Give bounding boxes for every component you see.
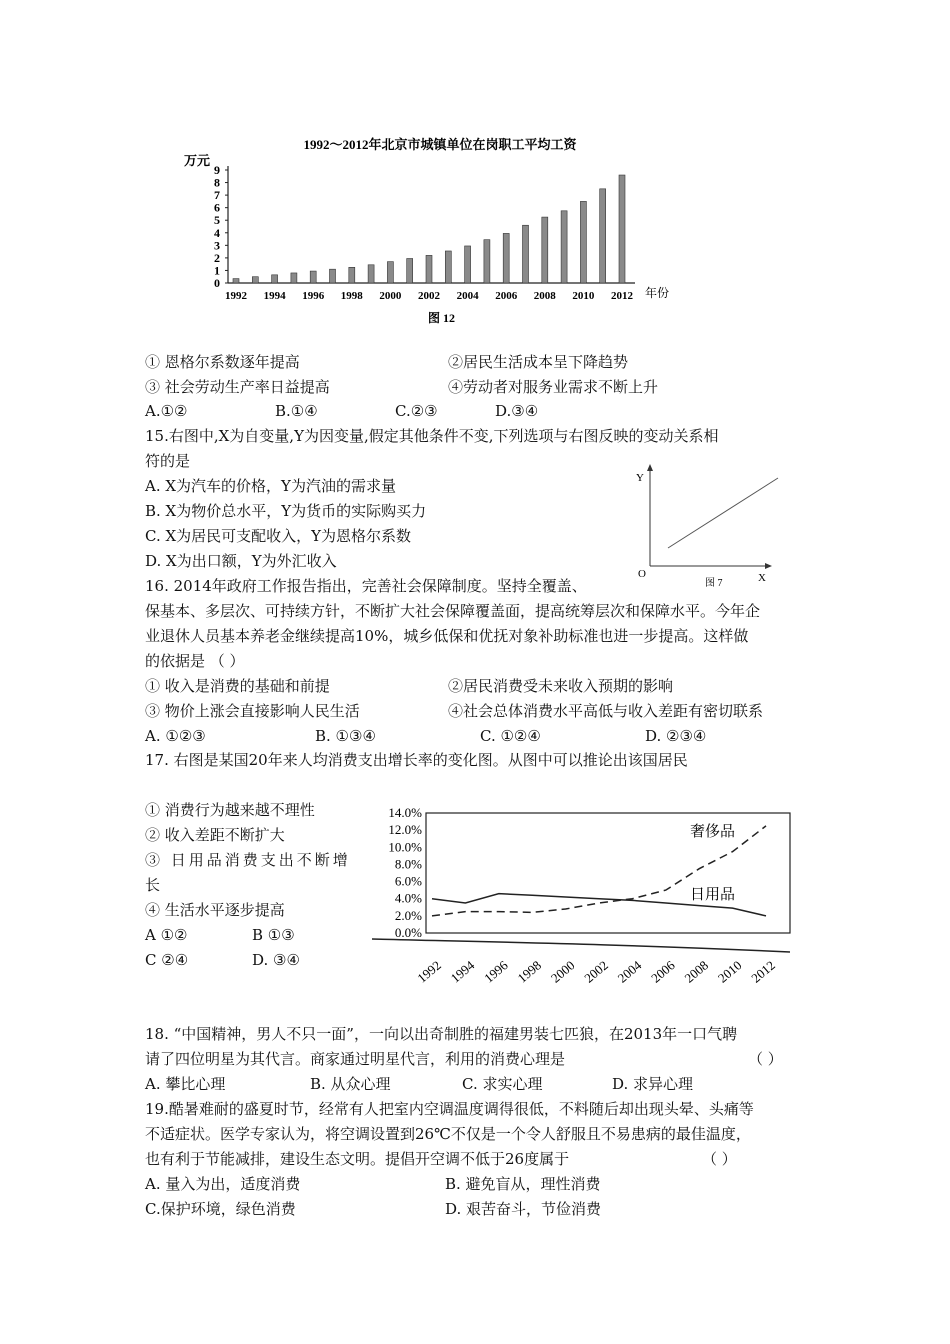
q17-answer-c: C ②④ (145, 951, 189, 969)
cons-x-tick-label: 2002 (581, 957, 611, 986)
q17-stem-line-1: 17. 右图是某国20年来人均消费支出增长率的变化图。从图中可以推论出该国居民 (145, 751, 688, 769)
wage-bar (252, 277, 258, 283)
wage-chart-title: 1992～2012年北京市城镇单位在岗职工平均工资 (303, 137, 577, 152)
q18-option-d: D. 求异心理 (612, 1075, 694, 1093)
wage-y-tick-label: 2 (214, 250, 220, 265)
wage-bar (542, 217, 548, 283)
wage-bar (600, 189, 606, 283)
q16-answer-b: B. ①③④ (315, 727, 376, 745)
wage-bar-chart (180, 130, 700, 330)
xy-ylabel: Y (636, 472, 644, 484)
wage-chart-caption: 图 12 (428, 311, 456, 325)
wage-bar (523, 225, 529, 283)
q16-option-1: ① 收入是消费的基础和前提 (145, 677, 330, 695)
wage-x-tick-label: 2006 (495, 290, 518, 302)
q19-option-d: D. 艰苦奋斗，节俭消费 (445, 1200, 602, 1218)
cons-x-tick-label: 2010 (714, 957, 745, 986)
wage-bar (368, 265, 374, 283)
q17-answer-b: B ①③ (252, 926, 295, 944)
q14-option-4: ④劳动者对服务业需求不断上升 (448, 378, 659, 396)
wage-bar (580, 201, 586, 283)
q19-answer-blank: （ ） (702, 1150, 737, 1168)
q15-option-b: B. X为物价总水平，Y为货币的实际购买力 (145, 502, 427, 520)
wage-chart-xlabel: 年份 (645, 286, 670, 300)
wage-y-tick-label: 4 (214, 225, 220, 240)
cons-x-tick-label: 2008 (681, 957, 712, 986)
wage-y-tick-label: 5 (214, 213, 220, 228)
q16-stem-line-3: 业退休人员基本养老金继续提高10%，城乡低保和优抚对象补助标准也进一步提高。这样做 (145, 627, 749, 645)
cons-plot-frame (426, 813, 790, 933)
q17-option-3: ③ 日用品消费支出不断增 (145, 851, 351, 869)
q19-stem-line-1: 19.酷暑难耐的盛夏时节，经常有人把室内空调温度调得很低，不料随后却出现头晕、头痛等 (145, 1100, 754, 1118)
cons-x-tick-label: 2004 (614, 957, 645, 986)
cons-y-tick-label: 14.0% (388, 805, 422, 820)
q14-option-3: ③ 社会劳动生产率日益提高 (145, 378, 330, 396)
q19-option-b: B. 避免盲从，理性消费 (445, 1175, 601, 1193)
q14-answer-c: C.②③ (395, 402, 438, 420)
q15-option-a: A. X为汽车的价格，Y为汽油的需求量 (145, 477, 396, 495)
wage-bar (426, 255, 432, 283)
cons-y-tick-label: 0.0% (394, 925, 422, 940)
cons-x-tick-label: 1996 (481, 957, 511, 986)
cons-x-tick-label: 1994 (447, 957, 478, 986)
wage-y-tick-label: 6 (214, 200, 220, 215)
wage-bar (445, 251, 451, 283)
q19-stem-line-2: 不适症状。医学专家认为，将空调设置到26℃不仅是一个令人舒服且不易患病的最佳温度， (145, 1125, 751, 1143)
wage-bar (503, 233, 509, 283)
wage-bar (387, 262, 393, 283)
daily-goods-legend-label: 日用品 (690, 887, 736, 903)
q17-option-4: ④ 生活水平逐步提高 (145, 901, 285, 919)
q16-option-2: ②居民消费受未来收入预期的影响 (448, 677, 674, 695)
xy-line-diagram (630, 462, 780, 587)
q18-answer-blank: （ ） (748, 1050, 783, 1068)
wage-x-tick-label: 2000 (379, 290, 402, 302)
q15-option-c: C. X为居民可支配收入，Y为恩格尔系数 (145, 527, 412, 545)
wage-bar (330, 269, 336, 283)
wage-bar (407, 259, 413, 283)
q14-answer-a: A.①② (145, 402, 188, 420)
wage-x-tick-label: 2010 (572, 290, 595, 302)
q17-option-3-cont: 长 (145, 876, 161, 894)
q16-answer-c: C. ①②④ (480, 727, 541, 745)
wage-y-tick-label: 3 (214, 238, 220, 253)
cons-x-tick-label: 2012 (748, 957, 778, 986)
q17-answer-a: A ①② (145, 926, 188, 944)
wage-bar (619, 175, 625, 283)
xy-x-arrow (765, 563, 772, 569)
cons-x-tick-label: 1998 (514, 957, 545, 986)
q16-option-3: ③ 物价上涨会直接影响人民生活 (145, 702, 360, 720)
xy-y-arrow (647, 464, 653, 471)
wage-y-tick-label: 1 (214, 263, 220, 278)
wage-x-tick-label: 1992 (225, 290, 247, 302)
cons-y-tick-label: 12.0% (388, 822, 422, 838)
q18-option-b: B. 从众心理 (310, 1075, 391, 1093)
q16-stem-line-1: 16. 2014年政府工作报告指出，完善社会保障制度。坚持全覆盖、 (145, 577, 587, 595)
xy-origin-label: O (638, 568, 646, 580)
q15-option-d: D. X为出口额，Y为外汇收入 (145, 552, 337, 570)
wage-bar (465, 246, 471, 283)
q19-option-c: C.保护环境，绿色消费 (145, 1200, 296, 1218)
q16-stem-line-2: 保基本、多层次、可持续方针，不断扩大社会保障覆盖面，提高统筹层次和保障水平。今年企 (145, 602, 761, 620)
wage-x-tick-label: 2012 (611, 290, 633, 302)
q17-option-1: ① 消费行为越来越不理性 (145, 801, 315, 819)
q17-option-2: ② 收入差距不断扩大 (145, 826, 285, 844)
wage-y-tick-label: 9 (214, 163, 220, 177)
xy-caption: 图 7 (705, 578, 723, 587)
cons-y-tick-label: 4.0% (394, 890, 422, 906)
q19-stem-line-3: 也有利于节能减排，建设生态文明。提倡开空调不低于26度属于 (145, 1150, 570, 1168)
wage-y-tick-label: 0 (214, 276, 220, 290)
q18-stem-line-2: 请了四位明星为其代言。商家通过明星代言，利用的消费心理是 (145, 1050, 566, 1068)
wage-x-tick-label: 1994 (263, 290, 286, 302)
wage-bar (291, 273, 297, 283)
wage-bar (310, 271, 316, 283)
wage-bar (349, 267, 355, 283)
xy-relation-line (668, 478, 778, 548)
q19-option-a: A. 量入为出，适度消费 (145, 1175, 301, 1193)
cons-x-tick-label: 1992 (414, 957, 444, 986)
wage-x-tick-label: 1996 (302, 290, 325, 302)
cons-y-tick-label: 8.0% (394, 856, 422, 872)
q16-stem-line-4: 的依据是 （ ） (145, 652, 245, 670)
q15-stem-line-2: 符的是 (145, 452, 191, 470)
wage-x-tick-label: 1998 (340, 290, 363, 302)
wage-bar (233, 279, 239, 283)
cons-y-tick-label: 2.0% (394, 907, 422, 923)
wage-chart-ylabel: 万元 (184, 153, 211, 168)
wage-bar (272, 275, 278, 283)
cons-x-baseline (372, 939, 790, 952)
q14-answer-b: B.①④ (275, 402, 318, 420)
wage-y-tick-label: 7 (214, 188, 220, 203)
q18-stem-line-1: 18. “中国精神，男人不只一面”，一向以出奇制胜的福建男装七匹狼，在2013年一口气聘 (145, 1025, 738, 1043)
wage-x-tick-label: 2004 (456, 290, 479, 302)
q16-option-4: ④社会总体消费水平高低与收入差距有密切联系 (448, 702, 764, 720)
q16-answer-a: A. ①②③ (145, 727, 206, 745)
wage-bar (561, 211, 567, 283)
q14-option-2: ②居民生活成本呈下降趋势 (448, 353, 629, 371)
luxury-legend-label: 奢侈品 (690, 824, 736, 840)
q18-option-a: A. 攀比心理 (145, 1075, 226, 1093)
q14-option-1: ① 恩格尔系数逐年提高 (145, 353, 300, 371)
wage-bar (484, 240, 490, 283)
q17-answer-d: D. ③④ (252, 951, 300, 969)
cons-x-tick-label: 2000 (547, 957, 578, 986)
wage-x-tick-label: 2002 (418, 290, 440, 302)
q18-option-c: C. 求实心理 (462, 1075, 543, 1093)
cons-y-tick-label: 6.0% (394, 873, 422, 889)
wage-x-tick-label: 2008 (533, 290, 556, 302)
q16-answer-d: D. ②③④ (645, 727, 707, 745)
q14-answer-d: D.③④ (495, 402, 539, 420)
cons-y-tick-label: 10.0% (388, 839, 422, 855)
cons-x-tick-label: 2006 (648, 957, 678, 986)
wage-y-tick-label: 8 (214, 175, 220, 190)
xy-xlabel: X (758, 572, 766, 584)
q15-stem-line-1: 15.右图中,X为自变量,Y为因变量,假定其他条件不变,下列选项与右图反映的变动关系相 (145, 427, 719, 445)
consumption-line-chart (370, 805, 795, 990)
